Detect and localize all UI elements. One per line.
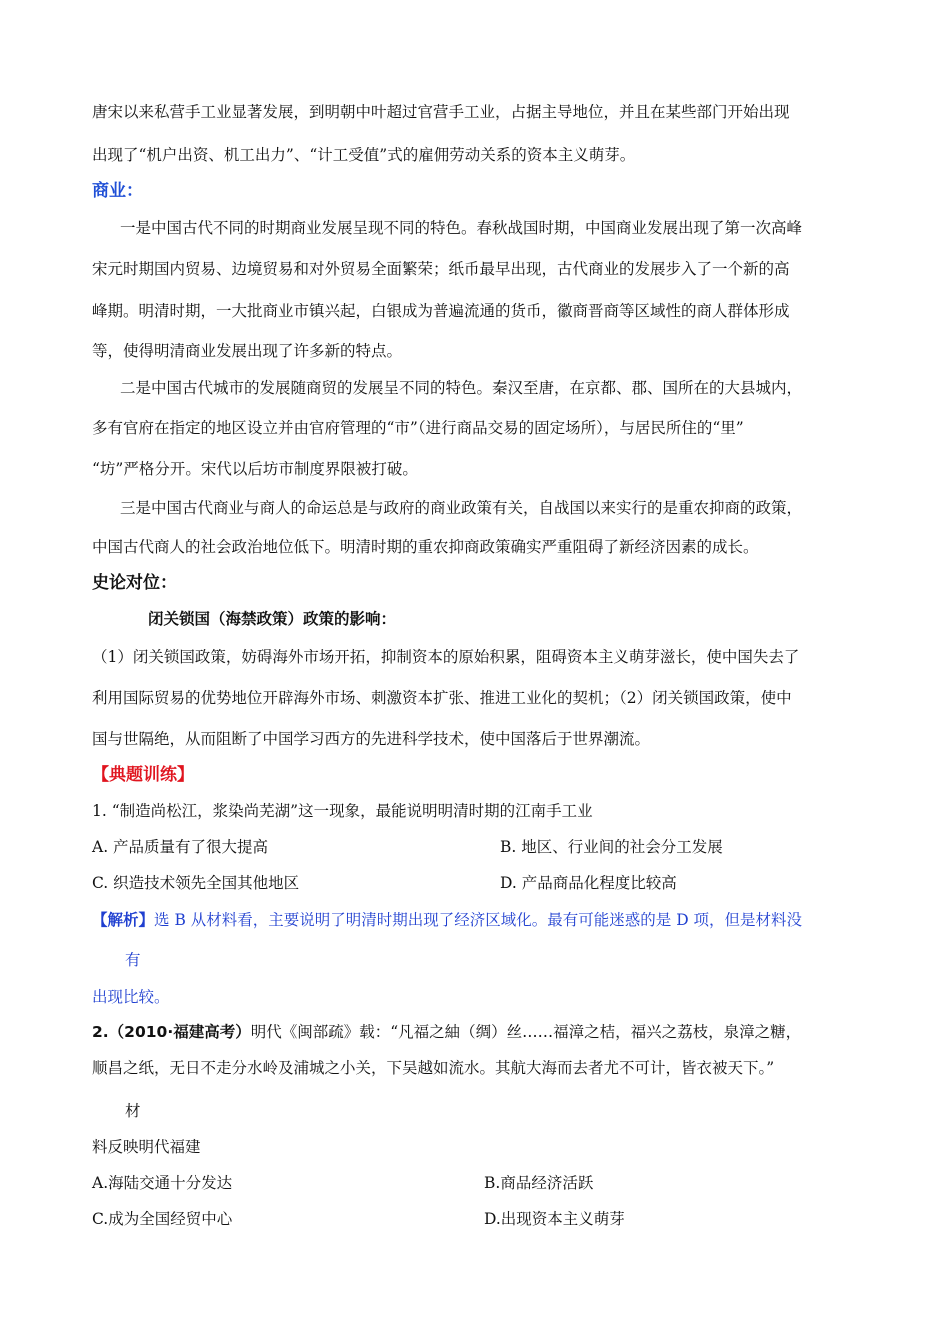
commerce-p1-line-3: 峰期。明清时期，一大批商业市镇兴起，白银成为普遍流通的货币，徽商晋商等区域性的商人群体形成 xyxy=(92,302,790,320)
training-heading: 【典题训练】 xyxy=(92,765,194,785)
commerce-p1-line-4: 等，使得明清商业发展出现了许多新的特点。 xyxy=(92,342,403,360)
q2-option-a: A.海陆交通十分发达 xyxy=(92,1174,233,1192)
q2-stem-line-2: 顺昌之纸，无日不走分水岭及浦城之小关，下吴越如流水。其航大海而去者尤不可计，皆衣被天下。” xyxy=(92,1059,775,1077)
commerce-p1-line-2: 宋元时期国内贸易、边境贸易和对外贸易全面繁荣；纸币最早出现，古代商业的发展步入了一个新的高 xyxy=(92,260,790,278)
debate-heading: 史论对位： xyxy=(92,573,177,593)
q1-option-a: A. 产品质量有了很大提高 xyxy=(92,838,269,856)
q1-option-c: C. 织造技术领先全国其他地区 xyxy=(92,874,300,892)
commerce-p2-line-1: 二是中国古代城市的发展随商贸的发展呈不同的特色。秦汉至唐，在京都、郡、国所在的大县城内， xyxy=(120,379,803,397)
q1-options-row-2 xyxy=(92,873,792,893)
q1-analysis-line-3: 出现比较。 xyxy=(92,988,170,1006)
q2-option-d: D.出现资本主义萌芽 xyxy=(484,1210,625,1228)
debate-line-1: （1）闭关锁国政策，妨碍海外市场开拓，抑制资本的原始积累，阻碍资本主义萌芽滋长，使中国失去了 xyxy=(92,648,800,666)
q2-option-b: B.商品经济活跃 xyxy=(484,1174,594,1192)
q2-label: 2.（2010·福建高考） xyxy=(92,1023,251,1041)
commerce-p2-line-3: “坊”严格分开。宋代以后坊市制度界限被打破。 xyxy=(92,460,418,478)
q1-option-b: B. 地区、行业间的社会分工发展 xyxy=(500,838,723,856)
debate-line-2: 利用国际贸易的优势地位开辟海外市场、刺激资本扩张、推进工业化的契机；（2）闭关锁国政策，使中 xyxy=(92,689,792,707)
commerce-heading: 商业： xyxy=(92,181,143,201)
q2-stem-line-4: 料反映明代福建 xyxy=(92,1138,201,1156)
debate-subheading: 闭关锁国（海禁政策）政策的影响： xyxy=(148,610,397,628)
commerce-p3-line-1: 三是中国古代商业与商人的命运总是与政府的商业政策有关，自战国以来实行的是重农抑商的政策， xyxy=(120,499,803,517)
q1-analysis-line-2: 有 xyxy=(125,951,141,969)
q2-stem-line-3: 材 xyxy=(125,1102,141,1120)
q2-stem-text: 明代《闽部疏》载：“凡福之紬（绸）丝……福漳之桔，福兴之荔枝，泉漳之糖， xyxy=(250,1023,802,1041)
q2-stem-line-1 xyxy=(92,1022,801,1042)
q2-option-c: C.成为全国经贸中心 xyxy=(92,1210,233,1228)
commerce-p1-line-1: 一是中国古代不同的时期商业发展呈现不同的特色。春秋战国时期，中国商业发展出现了第一次高峰 xyxy=(120,219,803,237)
intro-line-1: 唐宋以来私营手工业显著发展，到明朝中叶超过官营手工业，占据主导地位，并且在某些部门开始出现 xyxy=(92,103,790,121)
q1-analysis-line-1 xyxy=(92,910,802,930)
q1-stem: 1. “制造尚松江，浆染尚芜湖”这一现象，最能说明明清时期的江南手工业 xyxy=(92,802,593,820)
q2-options-row-2 xyxy=(92,1209,792,1229)
q1-analysis-tag: 【解析】 xyxy=(92,911,155,929)
q1-option-d: D. 产品商品化程度比较高 xyxy=(500,874,677,892)
q1-analysis-text: 选 B 从材料看，主要说明了明清时期出现了经济区域化。最有可能迷惑的是 D 项，但是材料没 xyxy=(154,911,803,929)
commerce-p3-line-2: 中国古代商人的社会政治地位低下。明清时期的重农抑商政策确实严重阻碍了新经济因素的成长。 xyxy=(92,538,759,556)
commerce-p2-line-2: 多有官府在指定的地区设立并由官府管理的“市”（进行商品交易的固定场所），与居民所住的“里” xyxy=(92,419,744,437)
q2-options-row-1 xyxy=(92,1173,792,1193)
debate-line-3: 国与世隔绝，从而阻断了中国学习西方的先进科学技术，使中国落后于世界潮流。 xyxy=(92,730,651,748)
intro-line-2: 出现了“机户出资、机工出力”、“计工受值”式的雇佣劳动关系的资本主义萌芽。 xyxy=(92,146,636,164)
q1-options-row-1 xyxy=(92,837,792,857)
